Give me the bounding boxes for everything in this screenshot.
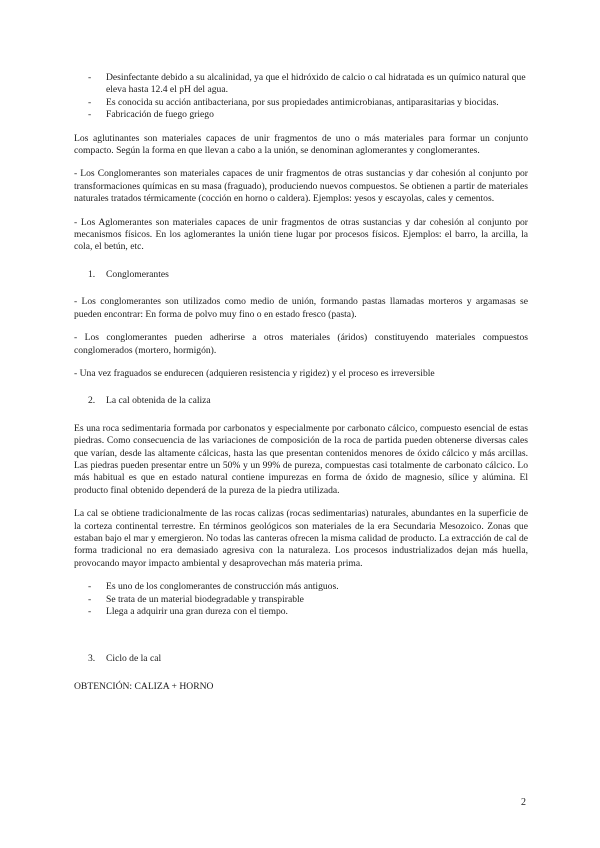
section-title: Conglomerantes (106, 268, 169, 280)
bullet-item (74, 97, 528, 109)
paragraph-aglutinantes: Los aglutinantes son materiales capaces de unir fragmentos de uno o más materiales para formar un conjunto compacto. Según la forma en que llevan a cabo a la unión, se denominan aglomerantes y conglomerantes. (74, 132, 528, 157)
bullet-dash: - (88, 96, 92, 108)
section-number: 3. (88, 653, 96, 665)
bullet-item (74, 109, 528, 121)
paragraph-conglomerantes-1: - Los conglomerantes son utilizados como medio de unión, formando pastas llamadas morteros y argamasas se pueden encontrar: En forma de polvo muy fino o en estado fresco (pasta). (74, 296, 528, 320)
paragraph-caliza-2: La cal se obtiene tradicionalmente de las rocas calizas (rocas sedimentarias) naturales, abundantes en la superficie de la corteza continental terrestre. En términos geológicos son materiales de la era Secundaria Mesozoico. Zonas que estaban bajo el mar y emergieron. No todas las canteras ofrecen la misma calidad de producto. La extracción de cal de forma tradicional no era demasiado agresiva con la naturaleza. Los procesos industrializados dejan más huella, provocando mayor impacto ambiental y desaprovechan más materia prima. (74, 508, 528, 569)
paragraph-caliza-1: Es una roca sedimentaria formada por carbonatos y especialmente por carbonato cálcico, compuesto esencial de estas piedras. Como consecuencia de las variaciones de composición de la roca de partida pueden obtenerse diversas cales que varían, desde las altamente cálcicas, hasta las que presentan contenidos menores de óxido cálcico y más arcillas. Las piedras pueden presentar entre un 50% y un 99% de pureza, compuestas casi totalmente de carbonato cálcico. Lo más habitual es que en estado natural contiene impurezas en forma de óxido de magnesio, sílice y alúmina. El producto final obtenido dependerá de la pureza de la piedra utilizada. (74, 422, 528, 496)
page-number: 2 (521, 797, 526, 808)
page-content (74, 72, 528, 693)
section-title: La cal obtenida de la caliza (106, 395, 211, 407)
section-number: 1. (88, 268, 96, 280)
section-title: Ciclo de la cal (106, 653, 162, 665)
bullet-dash: - (88, 109, 92, 121)
paragraph-aglomerantes-definition: - Los Aglomerantes son materiales capaces de unir fragmentos de otras sustancias y dar cohesión al conjunto por mecanismos físicos. En los aglomerantes la unión tiene lugar por procesos físicos. Ejemplos: el barro, la arcilla, la cola, el betún, etc. (74, 216, 528, 253)
bullet-text: Se trata de un material biodegradable y transpirable (106, 593, 304, 605)
bullet-text: Es uno de los conglomerantes de construcción más antiguos. (106, 581, 339, 593)
paragraph-conglomerantes-definition: - Los Conglomerantes son materiales capaces de unir fragmentos de otras sustancias y dar cohesión al conjunto por transformaciones químicas en su masa (fraguado), produciendo nuevos compuestos. Se obtienen a partir de materiales naturales tratados térmicamente (cocción en horno o caldera). Ejemplos: yesos y escayolas, cales y cementos. (74, 168, 528, 205)
bullet-text: Desinfectante debido a su alcalinidad, ya que el hidróxido de calcio o cal hidratada es un químico natural que eleva hasta 12.4 el pH del agua. (106, 72, 526, 96)
bullet-text: Es conocida su acción antibacteriana, por sus propiedades antimicrobianas, antiparasitarias y biocidas. (106, 96, 499, 108)
obtencion-line: OBTENCIÓN: CALIZA + HORNO (74, 680, 214, 692)
section-heading-1 (74, 269, 528, 281)
bullet-item (74, 606, 528, 618)
paragraph-conglomerantes-2: - Los conglomerantes pueden adherirse a otros materiales (áridos) constituyendo materiales compuestos conglomerados (mortero, hormigón). (74, 332, 528, 356)
bullet-dash: - (88, 581, 92, 593)
section-number: 2. (88, 395, 96, 407)
bullet-item (74, 72, 528, 97)
bullet-text: Llega a adquirir una gran dureza con el tiempo. (106, 606, 288, 617)
section-heading-3 (74, 653, 528, 665)
bullet-text: Fabricación de fuego griego (106, 109, 214, 121)
paragraph-conglomerantes-3: - Una vez fraguados se endurecen (adquieren resistencia y rigidez) y el proceso es irreversible (74, 367, 435, 379)
bullet-dash: - (88, 606, 92, 617)
bullet-item (74, 581, 528, 593)
bullet-dash: - (88, 593, 92, 605)
bullet-item (74, 594, 528, 606)
section-heading-2 (74, 395, 528, 407)
bullet-dash: - (88, 72, 92, 83)
